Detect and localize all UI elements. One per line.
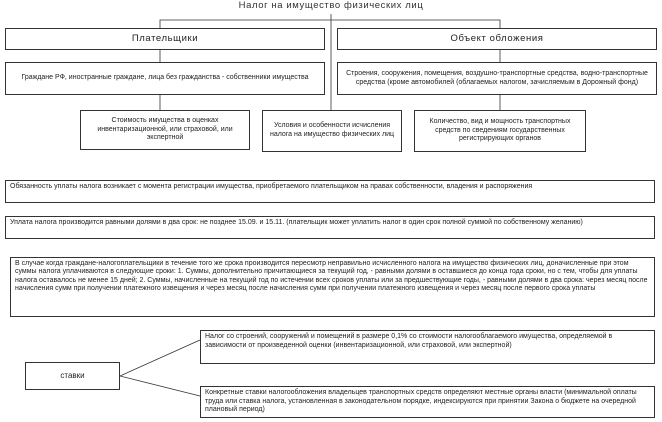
valuation-text: Стоимость имущества в оценках инвентаризационной, или страховой, или экспертной bbox=[97, 117, 233, 142]
obligation-text: Обязанность уплаты налога возникает с момента регистрации имущества, приобретаемого плательщиком на правах собственности, владения и распоряжения bbox=[10, 183, 533, 190]
rates-label-text: ставки bbox=[60, 370, 85, 380]
rates-buildings-box bbox=[200, 330, 655, 364]
conditions-box bbox=[262, 110, 402, 152]
object-description-text: Строения, сооружения, помещения, воздушно-транспортные средства, водно-транспортные средства (кроме автомобилей (облагаемых налогом, зачисляемым в Дорожный фонд) bbox=[346, 69, 648, 86]
rates-buildings-text: Налог со строений, сооружений и помещений в размере 0,1% со стоимости налогооблагаемого имущества, определяемой в зависимости от произведенной оценки (инвентаризационной, или страховой, или экспертной) bbox=[205, 333, 613, 349]
quantity-text: Количество, вид и мощность транспортных средств по сведениям государственных регистрирующих органов bbox=[429, 118, 571, 143]
recalculation-box bbox=[10, 257, 655, 317]
quantity-box bbox=[414, 110, 586, 152]
recalculation-text: В случае когда граждане-налогоплательщики в течение того же срока производится пересмотр неправильно исчисленного налога на имущество физических лиц, доначисленные при этом суммы налога уплачиваются в следующие сроки: 1. Суммы, дополнительно причитающиеся за текущий год, - равными долями в оставшиеся до конца года сроки, но с тем, чтобы для уплаты налога оставалось не менее 15 дней; 2. Суммы, начисленные на текущий год по истечении всех сроков уплаты или за предшествующие годы, - равными долями в два срока: через месяц после начисления сумм при получении платежного извещения и через месяц после начисления сумм при получении платежного извещения и через месяц после первого срока уплаты bbox=[15, 260, 648, 292]
diagram-title: Налог на имущество физических лиц bbox=[238, 0, 424, 11]
rates-transport-box bbox=[200, 386, 655, 418]
obligation-box bbox=[5, 180, 655, 203]
object-description bbox=[337, 62, 657, 95]
valuation-box bbox=[80, 110, 250, 150]
object-header-text: Объект обложения bbox=[450, 32, 544, 44]
rates-label-box bbox=[25, 362, 120, 390]
payers-description-text: Граждане РФ, иностранные граждане, лица без гражданства - собственники имущества bbox=[21, 74, 309, 82]
payment-text: Уплата налога производится равными долями в два срок: не позднее 15.09. и 15.11. (плательщик может уплатить налог в один срок полной суммой по собственному желанию) bbox=[10, 219, 583, 226]
conditions-text: Условия и особенности исчисления налога на имущество физических лиц bbox=[269, 122, 395, 138]
payment-box bbox=[5, 216, 655, 239]
rates-transport-text: Конкретные ставки налогообложения владельцев транспортных средств определяют местные органы власти (минимальной оплаты труда или ставка налога, установленная в законодательном порядке, индексируются при принятии Закона о бюджете на очередной плановый период) bbox=[205, 389, 637, 414]
payers-header bbox=[5, 28, 325, 50]
payers-header-text: Плательщики bbox=[131, 32, 199, 44]
object-header bbox=[337, 28, 657, 50]
payers-description bbox=[5, 62, 325, 95]
